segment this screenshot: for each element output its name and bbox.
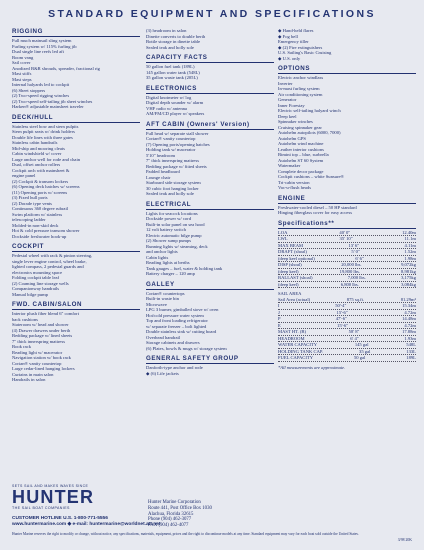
rigging-section — [12, 28, 140, 110]
equipment-list — [146, 28, 274, 50]
spec-ft: 40' 0" — [339, 229, 351, 235]
spec-m: 1.98m — [404, 255, 416, 261]
list-item: (6) Sheet stoppers — [12, 87, 46, 93]
list-item: Corian® vanity countertop — [146, 136, 196, 141]
spec-ft: 5' 0" — [351, 249, 360, 254]
list-item: back cushions — [12, 316, 38, 322]
section-heading: ELECTRICAL — [146, 201, 274, 210]
list-item: Generator — [278, 97, 297, 102]
spec-m: 4.72m — [404, 322, 416, 328]
list-item: Handrails in salon — [12, 377, 46, 382]
spec-ft: 875 sq.ft. — [346, 296, 365, 302]
section-heading: CAPACITY FACTS — [146, 54, 274, 63]
spec-m: 3,175kg — [401, 275, 416, 280]
section-heading: GALLEY — [146, 281, 274, 290]
list-item: telescoping ladder — [12, 217, 46, 222]
spec-label: WATER CAPACITY — [278, 342, 318, 347]
options-section — [278, 65, 416, 191]
spec-label: E — [278, 322, 281, 328]
list-item: (2) Two-speed self-tailing jib sheet winches — [12, 98, 93, 104]
spec-ft: 20,000 lbs. — [341, 262, 362, 267]
section-heading: RIGGING — [12, 28, 140, 37]
spec-m: 17.88m — [402, 329, 416, 334]
spec-m: 81.29m² — [400, 296, 416, 302]
spec-row — [278, 355, 416, 362]
continued-section — [278, 28, 416, 61]
list-item: Complete decor package — [278, 168, 324, 174]
logo-wordmark: HUNTER — [12, 487, 95, 507]
list-item: ◆ Fog bell — [278, 33, 298, 39]
list-item: (2) Two-speed rigging winches — [12, 93, 70, 98]
list-item: (7) Opening ports/opening hatches — [146, 141, 210, 147]
list-item: Built-in solar panel on sea hood — [146, 221, 205, 227]
list-item: Bimini top – blue, surbrella — [278, 152, 329, 157]
spec-label: MAST HT. (B) — [278, 329, 307, 334]
section-heading: DECK/HULL — [12, 114, 140, 123]
list-item: In-mast furling system — [278, 86, 320, 91]
list-item: Autohelm ST 60 System — [278, 157, 324, 163]
list-item: Dockside freshwater hook-up — [12, 233, 67, 239]
section-heading: FWD. CABIN/SALON — [12, 301, 140, 310]
section-heading: AFT CABIN (Owners' Version) — [146, 121, 274, 130]
equipment-list — [12, 124, 140, 240]
spec-ft: 50'-4" — [335, 303, 347, 308]
address-line: Hunter Marine Corporation — [148, 500, 201, 505]
list-item: Reading lights at berths — [146, 260, 190, 265]
list-item: Autohelm GPS — [278, 135, 306, 141]
specifications-section — [278, 220, 416, 371]
list-item: and anchor lights — [146, 249, 178, 254]
spec-m: 14.48m — [402, 316, 416, 321]
spec-m: 1.93m — [404, 335, 416, 341]
equipment-list — [278, 205, 416, 216]
list-item: Dual, offset anchor rollers — [12, 162, 61, 167]
list-item: Full head w/ separate stall shower — [146, 130, 209, 136]
spec-ft: 47'-6" — [335, 316, 347, 321]
equipment-list — [278, 75, 416, 191]
list-item: 30 cubic foot hanging locker — [146, 185, 199, 191]
list-item: Navigation station w/ book rack — [12, 355, 71, 360]
spec-label: DRAFT (shoal) — [278, 249, 307, 254]
equipment-list — [146, 365, 274, 376]
list-item: Large anchor well for rode and chain — [12, 156, 81, 162]
list-item: Hot & cold pressure transom shower — [12, 228, 80, 233]
list-item: Continuous 360 degree rubrail — [12, 206, 69, 211]
galley-section — [146, 281, 274, 352]
list-item: Bottle storage in dinette table — [146, 39, 201, 44]
list-item: Hinging fiberglass cover for easy access — [278, 210, 353, 215]
spec-ft: 6' 4" — [350, 335, 359, 341]
page-title: STANDARD EQUIPMENT AND SPECIFICATIONS — [48, 8, 376, 20]
list-item: Harken® adjustable mainsheet traveler — [12, 104, 84, 109]
list-item: Dockside power w/ cord — [146, 216, 192, 221]
list-item: (2) Dorade type vents — [12, 200, 52, 206]
list-item: (6) Opening deck hatches w/ screens — [12, 184, 80, 189]
list-item: Book rack — [12, 344, 32, 349]
list-item: 50 gallon fuel tank (189L) — [146, 64, 195, 69]
list-item: 12 volt battery switch — [146, 227, 186, 232]
list-item: Autohelm autopilots (6000, 7000) — [278, 130, 341, 135]
list-item: Digital knotmeter w/ log — [146, 94, 192, 100]
list-item: (3) headroom in salon — [146, 28, 187, 33]
sail-area-heading: SAIL AREA — [278, 291, 302, 296]
list-item: AM/FM/CD player w/ speakers — [146, 111, 205, 116]
list-item: Cabin windshield w/ cover — [12, 151, 62, 156]
list-item: Cabin lights — [146, 254, 169, 260]
spec-label: LOA — [278, 229, 288, 235]
spec-ft: 35 gal — [359, 348, 371, 354]
continued-section — [146, 28, 274, 50]
list-item: Lounge chair — [146, 174, 171, 180]
spec-m: 189L — [406, 355, 416, 360]
spec-label: FUEL CAPACITY — [278, 355, 314, 360]
list-item: (11) Opening ports w/ screens — [12, 189, 68, 195]
list-item: LPG 3 burner, gimballed stove w/ oven — [146, 307, 219, 312]
list-item: ◆ Hand-held flares — [278, 28, 314, 33]
list-item: 35 gallon waste tank (205L) — [146, 75, 198, 80]
list-item: Double stainless sink w/ cutting board — [146, 329, 217, 334]
list-item: Danforth-type anchor and rode — [146, 365, 203, 370]
equipment-list — [146, 291, 274, 352]
spec-row — [278, 282, 416, 289]
list-item: Battery charger – 120 amp — [146, 271, 195, 276]
spec-label: P — [278, 316, 281, 321]
spec-label: J — [278, 309, 280, 315]
spec-label: LWL — [278, 236, 288, 241]
list-item: Anodized B&R shrouds, spreader, fractional rig — [12, 65, 100, 71]
list-item: Corian® vanity countertop — [12, 360, 62, 366]
list-item: Leather interior cushions — [278, 146, 324, 152]
equipment-list — [12, 38, 140, 110]
list-item: Padded headboard — [146, 169, 180, 174]
list-item: Stainless steel bow and stern pulpits — [12, 123, 79, 129]
list-item: Built-in waste bin — [146, 296, 179, 301]
list-item: Mast steps — [12, 76, 32, 82]
list-item: (2) Coaming line storage wells — [12, 280, 69, 286]
spec-m: 9,072kg — [401, 262, 416, 267]
list-item: Vac-u-flush heads — [278, 185, 312, 190]
spec-label: (deep keel) — [278, 281, 299, 287]
section-heading: ELECTRONICS — [146, 85, 274, 94]
list-item: (2) Cockpit & transom lockers — [12, 178, 69, 184]
list-item: Digital depth sounder w/ alarm — [146, 100, 204, 105]
spec-label: DISP (shoal) — [278, 262, 302, 267]
spec-label: Sail Area (actual) — [278, 296, 311, 302]
list-item: U.S. Sailing's Basic Cruising — [278, 50, 332, 55]
list-item: Electric automatic bilge pump — [146, 232, 202, 238]
section-heading: OPTIONS — [278, 65, 416, 74]
list-item: Overhead handrail — [146, 334, 181, 340]
list-item: Electric self-tailing halyard winch — [278, 108, 341, 113]
list-item: Dinette converts to double berth — [146, 33, 206, 39]
fax-line: FAX (904) 462-4077 — [148, 523, 189, 529]
list-item: Storage cabinets and drawers — [146, 340, 200, 345]
list-item: engine panel — [12, 173, 36, 178]
list-item: lighted compass, 2 pedestal guards and — [12, 264, 84, 269]
spec-ft: 6,800 lbs. — [340, 281, 359, 287]
spec-ft: 13' 6" — [348, 242, 360, 248]
spec-label: BALLAST (shoal) — [278, 275, 313, 280]
list-item: Emergency tiller — [278, 39, 309, 44]
list-item: Dual single line reefs led aft — [12, 49, 64, 54]
list-item: Cockpit arch with mainsheet & — [12, 167, 70, 173]
list-item: Double life lines with three gates — [12, 134, 73, 140]
list-item: 7" thick innerspring mattress — [12, 338, 66, 344]
list-item: Companionway handrails — [12, 286, 60, 291]
specifications-heading: Specifications** — [278, 220, 416, 229]
address-line: Route 441, Post Office Box 1030 — [148, 505, 212, 511]
spec-ft: 35' 10" — [339, 236, 353, 241]
list-item: Curtains in main salon — [12, 371, 54, 377]
list-item: Tank gauges – fuel, water & holding tank — [146, 265, 223, 271]
list-item: (3) Fixed hull ports — [12, 195, 48, 200]
list-item: ◆ U.S. only — [278, 55, 301, 61]
list-item: Lights for seacock locations — [146, 210, 198, 216]
spec-label: (deep keel) — [278, 268, 299, 274]
logo-tagline: THE SAIL BOAT COMPANIES — [12, 506, 70, 510]
equipment-list — [146, 211, 274, 277]
equipment-list — [278, 28, 416, 61]
list-item: Furling system w/ 115% furling jib — [12, 43, 77, 49]
list-item: Folding cockpit table leaf — [12, 275, 60, 280]
customer-hotline: CUSTOMER HOTLINE U.S. 1-800-771-5556 — [12, 516, 108, 521]
web-email-link[interactable]: www.huntermarine.com ◆ e-mail: huntermarine@worldnet.att.net — [12, 522, 161, 527]
list-item: Cruising spinnaker gear — [278, 124, 322, 130]
list-item: Autohelm wind machine — [278, 141, 324, 146]
list-item: Hot/cold pressure water system — [146, 312, 204, 318]
disclaimer: Hunter Marine reserves the right to modify or change, without notice, any specifications, materials, equipment, prices and the right to discontinue models at any time. Standard equipment may vary for each boat sold outside the United States. — [12, 532, 359, 536]
list-item: Boom vang — [12, 54, 34, 60]
spec-ft: 58' 8" — [348, 329, 360, 334]
list-item: Bedding package w/ lined sheets — [12, 333, 73, 338]
list-item: Stainless cabin handrails — [12, 140, 58, 145]
phone-line: Phone (904) 462-3077 — [148, 517, 192, 523]
column-2 — [146, 28, 274, 380]
list-item: Inner Forestay — [278, 102, 305, 108]
spec-ft: 7,000 lbs. — [347, 275, 366, 280]
list-item: Mast stiffs — [12, 71, 32, 76]
list-item: Running lights w/ steaming, deck — [146, 243, 208, 249]
list-item: ◆ (2) Fire extinguishers — [278, 44, 323, 50]
list-item: Top and front loading refrigerator — [146, 318, 208, 323]
address-line: Alachua, Florida 32615 — [148, 511, 194, 517]
list-item: Deep keel — [278, 113, 297, 119]
list-item: (4) Drawer drawers under berth — [12, 327, 71, 333]
spec-m: 4.72m — [404, 309, 416, 315]
spec-ft: 15'-6" — [337, 322, 349, 328]
list-item: Electric anchor windlass — [278, 75, 324, 80]
contact-block — [12, 516, 160, 528]
list-item: Tri-cabin version — [278, 179, 310, 185]
list-item: Watermaker — [278, 163, 301, 168]
spec-ft: 50 gal — [353, 355, 366, 360]
list-item: 5'10" headroom — [146, 152, 176, 158]
column-1 — [12, 28, 140, 387]
list-item: Sealed teak and holly sole — [146, 191, 194, 196]
general-safety-group-section — [146, 355, 274, 376]
list-item: Sealed teak and holly sole — [146, 44, 194, 50]
spec-m: 8,981kg — [401, 268, 416, 274]
list-item: Stateroom w/ head and shower — [12, 322, 69, 327]
list-item: Stern pulpit seats w/ drink holders — [12, 129, 75, 134]
spec-ft: 145 gal — [354, 342, 369, 347]
electronics-section — [146, 85, 274, 117]
spec-ft: 6' 6" — [355, 255, 364, 261]
list-item: Large cedar-lined hanging lockers — [12, 366, 75, 371]
spec-label: I — [278, 303, 280, 308]
spec-m: 15.34m — [402, 303, 416, 308]
equipment-list — [146, 131, 274, 197]
list-item: Bedding package w/ fitted sheets — [146, 163, 207, 169]
list-item: VHF radio w/ antenna — [146, 105, 187, 111]
list-item: single lever engine control, wheel brake, — [12, 258, 87, 264]
list-item: electronics mounting space — [12, 269, 63, 275]
list-item: Cockpit cushions – white Sunsure® — [278, 174, 345, 179]
fwd-cabin-salon-section — [12, 301, 140, 383]
equipment-list — [146, 64, 274, 81]
section-heading: COCKPIT — [12, 243, 140, 252]
list-item: Pedestal wheel with rack & pinion steering, — [12, 253, 93, 258]
spec-ft: 19,800 lbs. — [339, 268, 360, 274]
logo-top-text: SETS SAIL AND MAKES WAVES SINCE — [12, 484, 89, 488]
capacity-facts-section — [146, 54, 274, 81]
spec-label: MAX BEAM — [278, 242, 304, 248]
engine-section — [278, 195, 416, 216]
measurement-note: *All measurements are approximate. — [278, 364, 346, 370]
list-item: Reading light w/ macerator — [12, 349, 63, 355]
list-item: 7" thick innerspring mattress — [146, 158, 200, 163]
list-item: Mid-ship and mooring cleats — [12, 145, 65, 151]
list-item: 145 gallon water tank (548L) — [146, 69, 200, 75]
list-item: w/ separate freezer – bolt lighted — [146, 323, 207, 329]
list-item: Swim platform w/ stainless — [12, 211, 63, 217]
list-item: Molded-in non-skid deck — [12, 222, 59, 228]
hunter-logo — [12, 484, 104, 510]
spec-ft: 15'-6" — [336, 309, 348, 315]
spec-m: 4.11m — [404, 242, 416, 248]
deck-hull-section — [12, 114, 140, 240]
spec-m: 548L — [406, 342, 416, 347]
spec-m: 1.52m — [404, 249, 416, 254]
list-item: Freshwater-cooled diesel – 50 HP standard — [278, 204, 357, 210]
list-item: (6) Plates, bowls & mugs w/ storage system — [146, 345, 227, 351]
list-item: ◆ (6) Life jackets — [146, 370, 179, 376]
cockpit-section — [12, 243, 140, 297]
list-item: Spinnaker winches — [278, 119, 313, 124]
spec-m: 133L — [406, 348, 416, 354]
equipment-list — [12, 311, 140, 383]
spec-label: (deep keel optional) — [278, 255, 315, 261]
section-heading: GENERAL SAFETY GROUP — [146, 355, 274, 364]
list-item: Air conditioning system — [278, 91, 323, 97]
spec-m: 3,084kg — [401, 281, 416, 287]
section-heading: ENGINE — [278, 195, 416, 204]
list-item: Sail cover — [12, 60, 31, 65]
list-item: Manual bilge pump — [12, 291, 48, 297]
aft-cabin-owners-version-section — [146, 121, 274, 197]
spec-label: HOLDING TANK CAP. — [278, 348, 324, 354]
print-code: 3/98 20K — [397, 538, 412, 542]
equipment-list — [146, 95, 274, 117]
spec-m: 11.1m — [404, 236, 416, 241]
list-item: Microwave — [146, 301, 167, 307]
list-item: Starboard side storage system — [146, 180, 201, 185]
spec-label: HEADROOM — [278, 335, 305, 341]
list-item: Corian® countertops — [146, 290, 185, 296]
list-item: Inverter — [278, 80, 293, 86]
list-item: Interior plush fiber blend 6" comfort — [12, 311, 80, 316]
list-item: (2) Shower sump pumps — [146, 238, 192, 243]
list-item: Internal halyards led to cockpit — [12, 82, 70, 87]
spec-m: 12.40m — [402, 229, 416, 235]
list-item: Holding tank w/ macerator — [146, 147, 196, 152]
list-item: Full much mainsail sling system — [12, 38, 72, 43]
column-3 — [278, 28, 416, 374]
equipment-list — [12, 253, 140, 297]
electrical-section — [146, 201, 274, 277]
